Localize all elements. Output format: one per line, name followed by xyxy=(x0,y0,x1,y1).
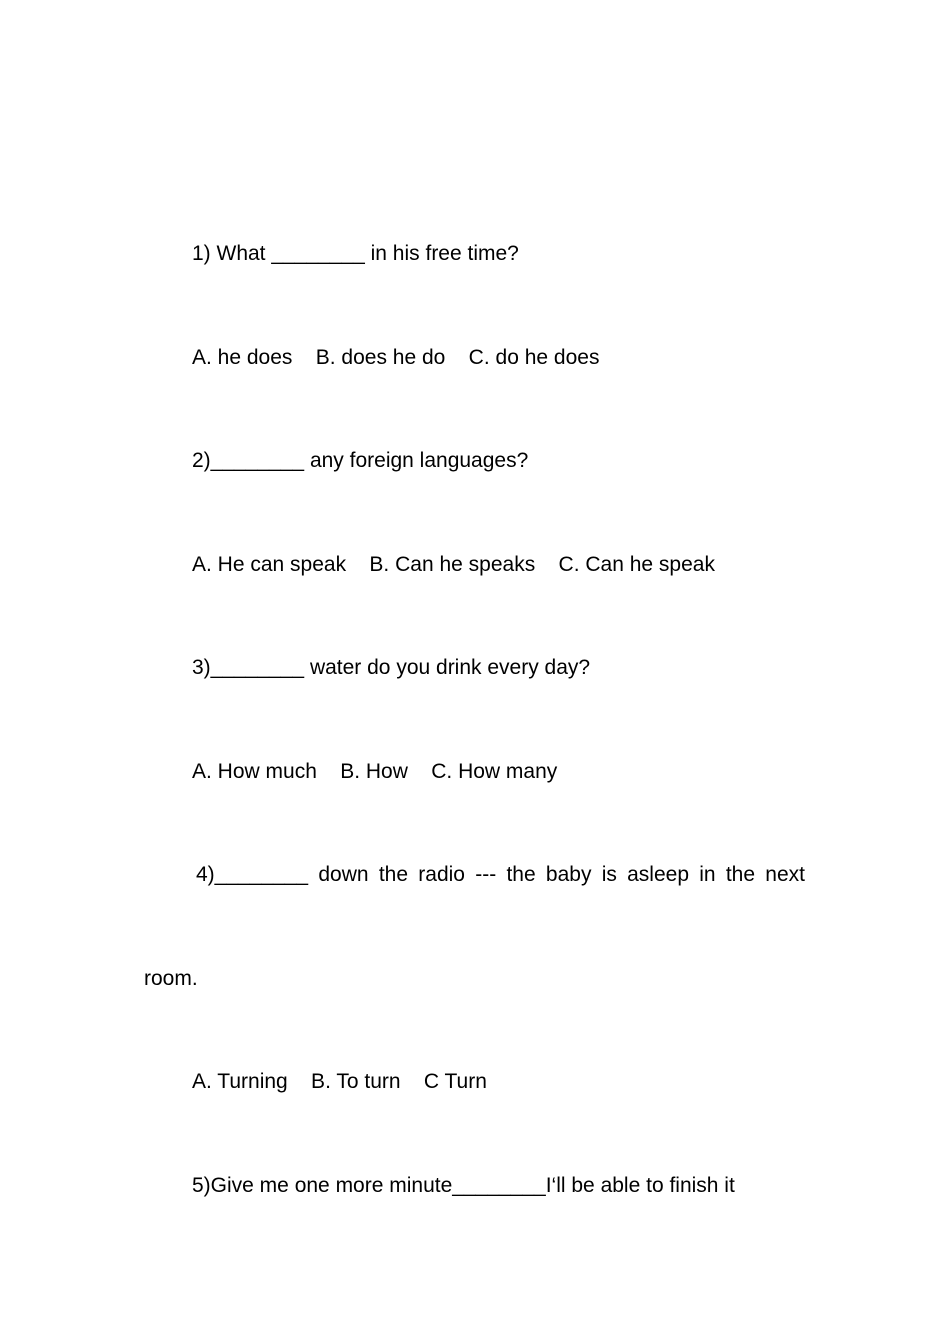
question-1-stem: 1) What ________ in his free time? xyxy=(192,242,519,265)
question-4-stem-continued: room. xyxy=(144,967,198,990)
question-4-stem: 4)________ down the radio --- the baby is asleep in the next xyxy=(196,863,805,886)
question-4-options: A. Turning B. To turn C Turn xyxy=(192,1070,487,1093)
question-3-stem: 3)________ water do you drink every day? xyxy=(192,656,591,679)
question-3-options: A. How much B. How C. How many xyxy=(192,760,558,783)
question-2-stem: 2)________ any foreign languages? xyxy=(192,449,529,472)
question-1-options: A. he does B. does he do C. do he does xyxy=(192,346,600,369)
question-5-stem: 5)Give me one more minute________I‘ll be able to finish it xyxy=(192,1174,735,1197)
question-2-options: A. He can speak B. Can he speaks C. Can he speak xyxy=(192,553,715,576)
